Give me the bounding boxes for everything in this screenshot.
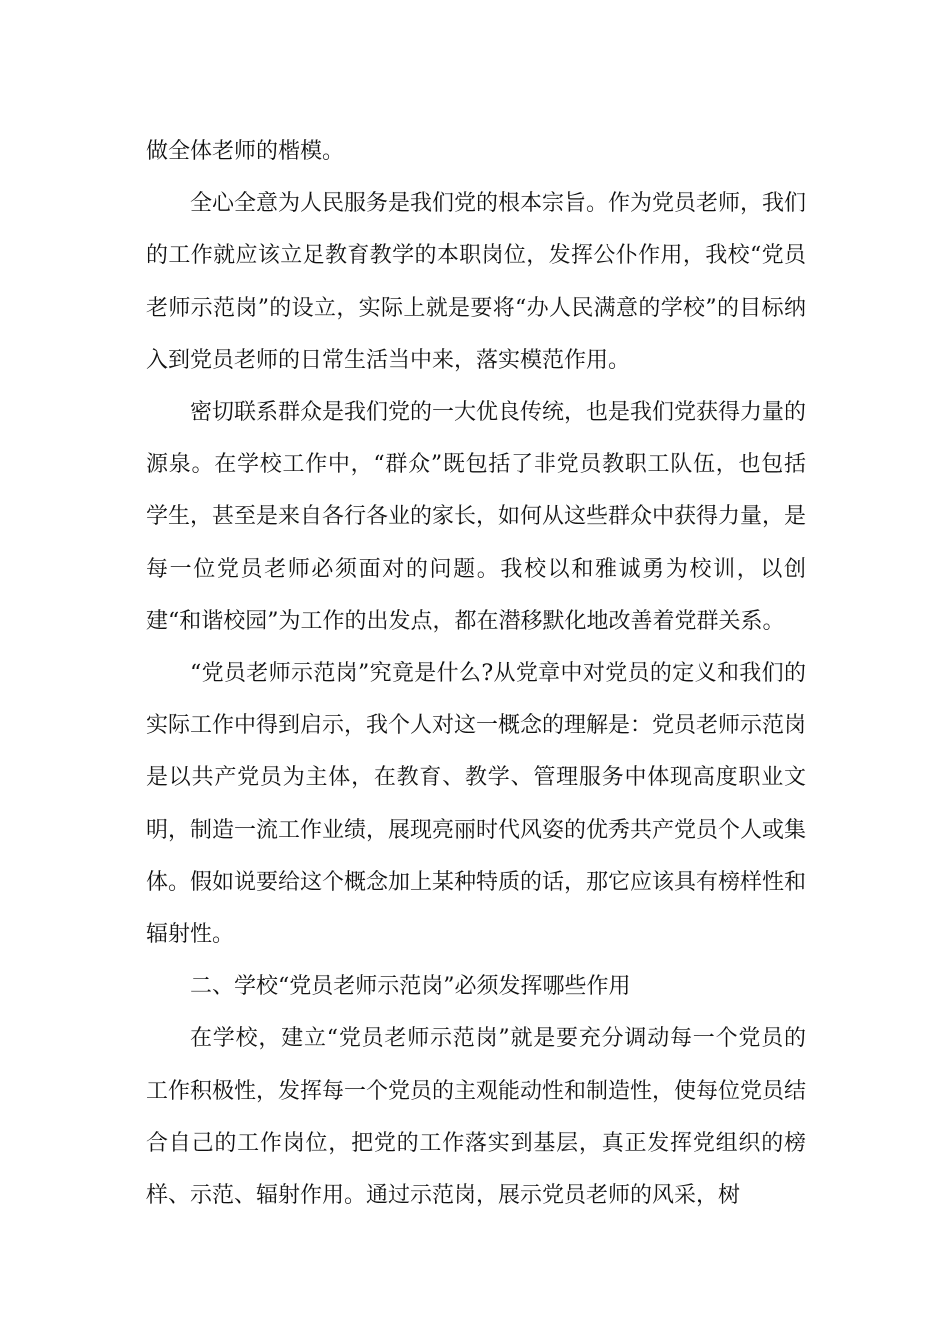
paragraph-continuation: 做全体老师的楷模。 xyxy=(146,139,345,164)
paragraph-establish-post: 在学校，建立“党员老师示范岗”就是要充分调动每一个党员的工作积极性，发挥每一个党员的主观能动性和制造性，使每位党员结合自己的工作岗位，把党的工作落实到基层，真正发挥党组织的榜样、示范、辐射作用。通过示范岗，展示党员老师的风采，树 xyxy=(146,1026,807,1209)
document-body xyxy=(146,126,806,1222)
paragraph-demonstration-post-definition: “党员老师示范岗”究竟是什么?从党章中对党员的定义和我们的实际工作中得到启示，我个人对这一概念的理解是：党员老师示范岗是以共产党员为主体，在教育、教学、管理服务中体现高度职业文明，制造一流工作业绩，展现亮丽时代风姿的优秀共产党员个人或集体。假如说要给这个概念加上某种特质的话，那它应该具有榜样性和辐射性。 xyxy=(146,661,807,948)
paragraph-masses-connection: 密切联系群众是我们党的一大优良传统，也是我们党获得力量的源泉。在学校工作中，“群众”既包括了非党员教职工队伍，也包括学生，甚至是来自各行各业的家长，如何从这些群众中获得力量，是每一位党员老师必须面对的问题。我校以和雅诚勇为校训，以创建“和谐校园”为工作的出发点，都在潜移默化地改善着党群关系。 xyxy=(146,400,807,634)
paragraph-serve-people: 全心全意为人民服务是我们党的根本宗旨。作为党员老师，我们的工作就应该立足教育教学的本职岗位，发挥公仆作用，我校“党员老师示范岗”的设立，实际上就是要将“办人民满意的学校”的目标纳入到党员老师的日常生活当中来，落实模范作用。 xyxy=(146,191,807,373)
section-heading-roles: 二、学校“党员老师示范岗”必须发挥哪些作用 xyxy=(190,974,631,1000)
